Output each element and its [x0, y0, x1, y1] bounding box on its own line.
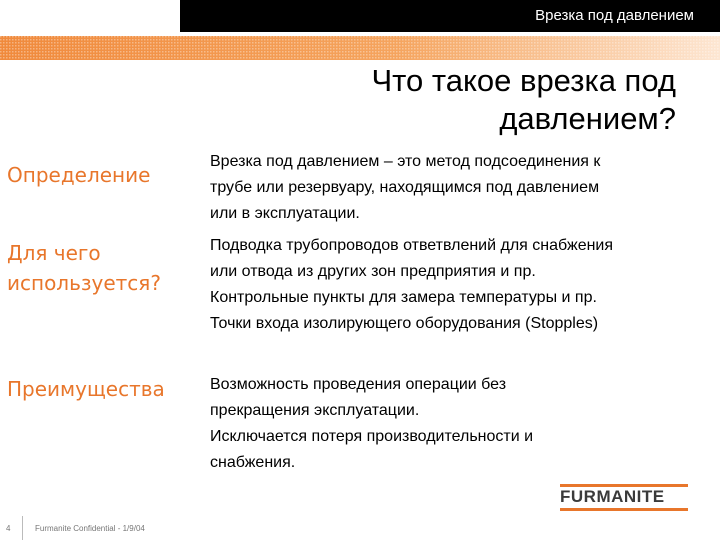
label-definition: Определение	[7, 163, 151, 187]
orange-gradient-bar	[0, 36, 720, 60]
content-usage	[210, 233, 690, 337]
logo-text: FURMANITE	[560, 487, 665, 506]
content-line: или в эксплуатации.	[210, 205, 360, 222]
logo-bottom-bar	[560, 508, 688, 511]
content-line: Подводка трубопроводов ответвлений для снабжения	[210, 237, 614, 254]
footer-confidential: Furmanite Confidential - 1/9/04	[35, 524, 145, 533]
label-usage-line-1: Для чего	[7, 241, 101, 265]
slide-title	[256, 62, 676, 138]
content-line: трубе или резервуару, находящимся под давлением	[210, 179, 600, 196]
content-line: снабжения.	[210, 454, 296, 471]
slide-title-line-2: давлением?	[499, 101, 676, 136]
content-line: Контрольные пункты для замера температуры и пр.	[210, 289, 597, 306]
content-line: Исключается потеря производительности и	[210, 428, 534, 445]
content-line: прекращения эксплуатации.	[210, 402, 420, 419]
slide-title-line-1: Что такое врезка под	[371, 63, 676, 98]
footer-divider	[22, 516, 23, 540]
content-definition	[210, 149, 690, 227]
label-advantages: Преимущества	[7, 377, 165, 401]
content-advantages	[210, 372, 690, 476]
content-line: Точки входа изолирующего оборудования (Stopples)	[210, 315, 599, 332]
header-title: Врезка под давлением	[535, 7, 694, 24]
content-line: Врезка под давлением – это метод подсоединения к	[210, 153, 601, 170]
page-number: 4	[6, 524, 11, 533]
content-line: Возможность проведения операции без	[210, 376, 507, 393]
label-usage-line-2: используется?	[7, 271, 161, 295]
content-line: или отвода из других зон предприятия и пр.	[210, 263, 536, 280]
label-usage	[7, 238, 161, 298]
furmanite-logo	[560, 484, 688, 510]
header-bar	[180, 0, 720, 32]
